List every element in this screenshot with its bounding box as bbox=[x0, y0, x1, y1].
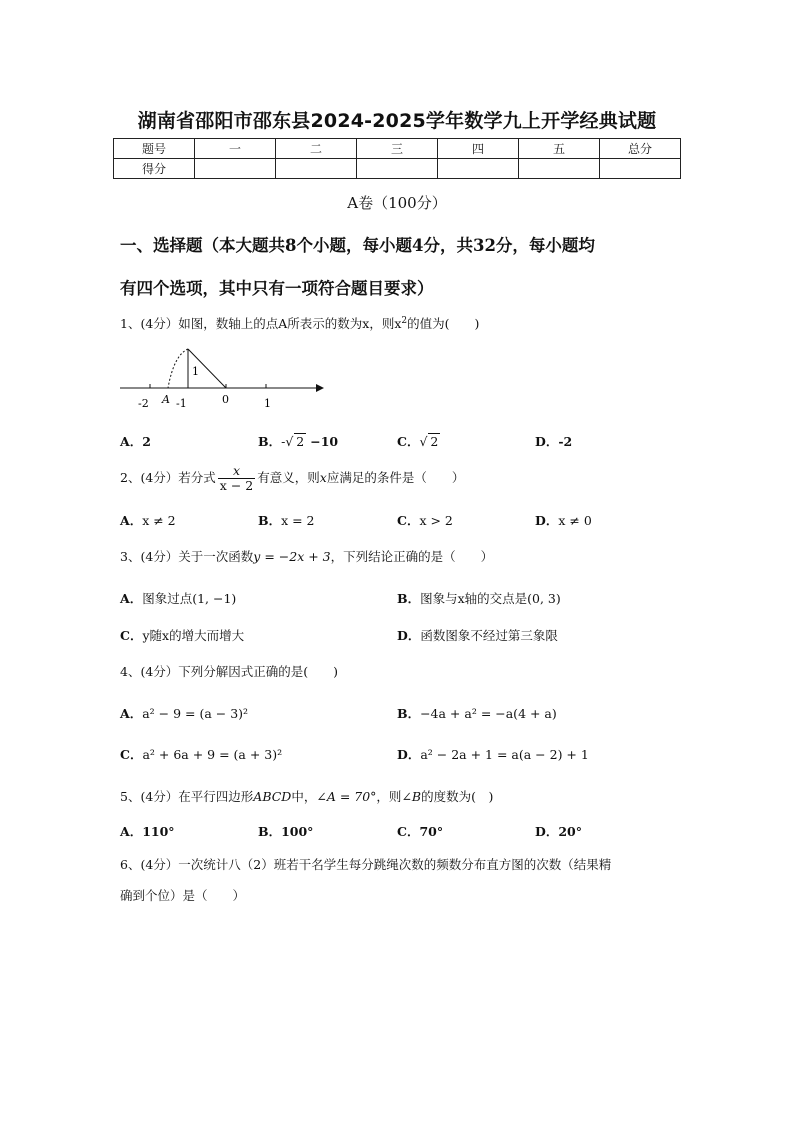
q1-option-b[interactable]: B．-√ 2 −10 bbox=[258, 434, 339, 449]
q1-stem-b: 的值为( ) bbox=[407, 316, 480, 331]
q3-option-d[interactable]: D．函数图象不经过第三象限 bbox=[397, 628, 558, 643]
number-line-figure bbox=[118, 345, 328, 413]
q1-stem-a: 1、(4分）如图，数轴上的点A所表示的数为x，则x bbox=[120, 316, 402, 331]
score-table-header: 总分 bbox=[600, 139, 681, 159]
question-1-stem bbox=[120, 314, 479, 332]
q2-option-d[interactable]: D．x ≠ 0 bbox=[535, 513, 592, 528]
q4-option-b[interactable]: B．−4a + a² = −a(4 + a) bbox=[397, 706, 557, 721]
q5-option-a[interactable]: A．110° bbox=[120, 824, 175, 839]
q2-fraction: $\frac{x}{x - 2}$ bbox=[219, 463, 254, 493]
q4-option-a[interactable]: A．a² − 9 = (a − 3)² bbox=[120, 706, 249, 721]
tick-label: -2 bbox=[138, 397, 149, 410]
q3-option-c[interactable]: C．y随x的增大而增大 bbox=[120, 628, 245, 643]
score-table-header-row bbox=[114, 139, 681, 159]
score-table-header: 一 bbox=[195, 139, 276, 159]
question-4-stem: 4、(4分）下列分解因式正确的是( ) bbox=[120, 664, 339, 679]
section-heading-line1: 一、选择题（本大题共8个小题，每小题4分，共32分，每小题均 bbox=[120, 236, 595, 255]
axis-arrow-icon bbox=[316, 384, 324, 392]
score-cell bbox=[519, 159, 600, 179]
score-table bbox=[113, 138, 681, 179]
score-table-header: 四 bbox=[438, 139, 519, 159]
q1-sup: 2 bbox=[401, 315, 408, 326]
score-cell bbox=[438, 159, 519, 179]
score-table-header: 二 bbox=[276, 139, 357, 159]
question-3-stem: 3、(4分）关于一次函数y = −2x + 3，下列结论正确的是（ ） bbox=[120, 549, 494, 564]
question-2-stem: 2、(4分）若分式 $\frac{x}{x - 2}$ 有意义，则x应满足的条件是（ ） bbox=[120, 463, 465, 493]
height-label: 1 bbox=[192, 365, 199, 378]
score-table-header: 五 bbox=[519, 139, 600, 159]
q3-option-b[interactable]: B．图象与x轴的交点是(0, 3) bbox=[397, 591, 561, 606]
q5-option-c[interactable]: C．70° bbox=[397, 824, 444, 839]
score-row-label: 得分 bbox=[114, 159, 195, 179]
q1-option-d[interactable]: D．-2 bbox=[535, 434, 573, 449]
score-table-header: 三 bbox=[357, 139, 438, 159]
score-cell bbox=[357, 159, 438, 179]
point-a-label: A bbox=[162, 393, 170, 406]
q4-option-d[interactable]: D．a² − 2a + 1 = a(a − 2) + 1 bbox=[397, 747, 589, 762]
q2-option-c[interactable]: C．x > 2 bbox=[397, 513, 453, 528]
q5-option-d[interactable]: D．20° bbox=[535, 824, 582, 839]
q1-option-a[interactable]: A．2 bbox=[120, 434, 151, 449]
section-heading-line2: 有四个选项，其中只有一项符合题目要求） bbox=[120, 279, 434, 298]
tick-label: 0 bbox=[222, 393, 229, 406]
page-title: 湖南省邵阳市邵东县2024-2025学年数学九上开学经典试题 bbox=[137, 110, 657, 132]
q2-option-b[interactable]: B．x = 2 bbox=[258, 513, 315, 528]
volume-heading: A卷（100分） bbox=[347, 194, 447, 212]
question-5-stem: 5、(4分）在平行四边形ABCD中，∠A = 70°，则∠B的度数为( ) bbox=[120, 789, 494, 804]
score-cell bbox=[195, 159, 276, 179]
q1-option-c[interactable]: C．√ 2 bbox=[397, 434, 439, 449]
score-cell bbox=[600, 159, 681, 179]
score-table-header: 题号 bbox=[114, 139, 195, 159]
compass-arc bbox=[168, 349, 188, 388]
q3-option-a[interactable]: A．图象过点(1, −1) bbox=[120, 591, 237, 606]
score-cell bbox=[276, 159, 357, 179]
q4-option-c[interactable]: C．a² + 6a + 9 = (a + 3)² bbox=[120, 747, 283, 762]
question-6-stem-line1: 6、(4分）一次统计八（2）班若干名学生每分跳绳次数的频数分布直方图的次数（结果精 bbox=[120, 857, 612, 872]
tick-label: -1 bbox=[176, 397, 187, 410]
q5-option-b[interactable]: B．100° bbox=[258, 824, 314, 839]
question-6-stem-line2: 确到个位）是（ ） bbox=[120, 888, 246, 903]
score-table-row bbox=[114, 159, 681, 179]
tick-label: 1 bbox=[264, 397, 271, 410]
q2-option-a[interactable]: A．x ≠ 2 bbox=[120, 513, 176, 528]
